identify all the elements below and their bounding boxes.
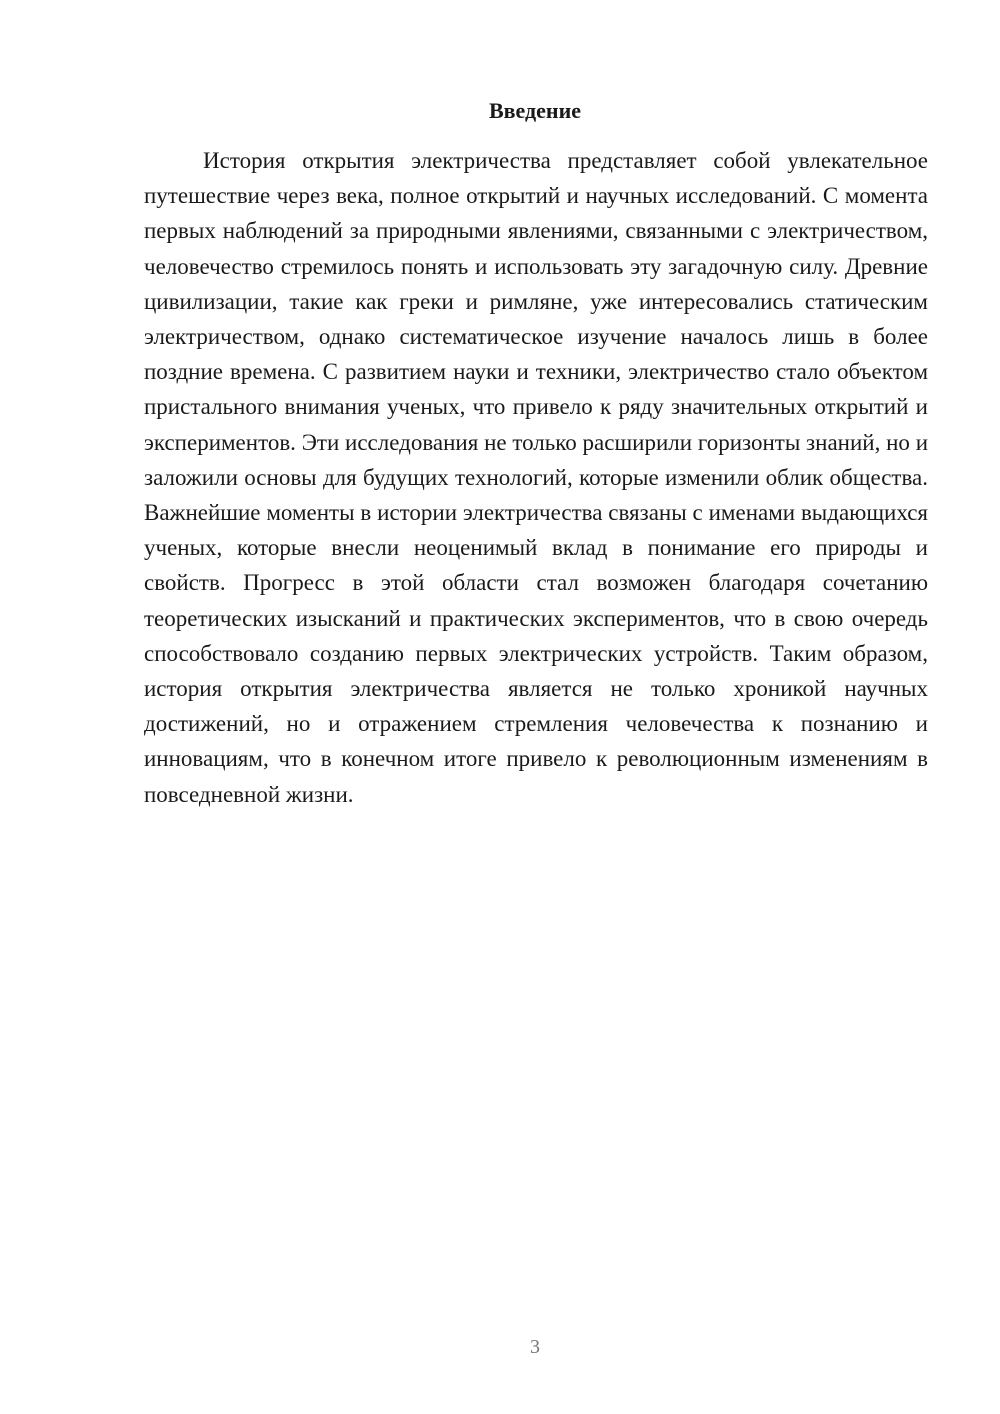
- page-number: 3: [530, 1336, 540, 1358]
- body-paragraph: История открытия электричества представляет собой увлекательное путешествие через века, полное открытий и научных исследований. С момента первых наблюдений за природными явлениями, связанными с электричеством, человечество стремилось понять и использовать эту загадочную силу. Древние цивилизации, такие как греки и римляне, уже интересовались статическим электричеством, однако систематическое изучение началось лишь в более поздние времена. С развитием науки и техники, электричество стало объектом пристального внимания ученых, что привело к ряду значительных открытий и экспериментов. Эти исследования не только расширили горизонты знаний, но и заложили основы для будущих технологий, которые изменили облик общества. Важнейшие моменты в истории электричества связаны с именами выдающихся ученых, которые внесли неоценимый вклад в понимание его природы и свойств. Прогресс в этой области стал возможен благодаря сочетанию теоретических изысканий и практических экспериментов, что в свою очередь способствовало созданию первых электрических устройств. Таким образом, история открытия электричества является не только хроникой научных достижений, но и отражением стремления человечества к познанию и инновациям, что в конечном итоге привело к революционным изменениям в повседневной жизни.: [144, 148, 928, 807]
- section-heading: Введение: [488, 98, 582, 123]
